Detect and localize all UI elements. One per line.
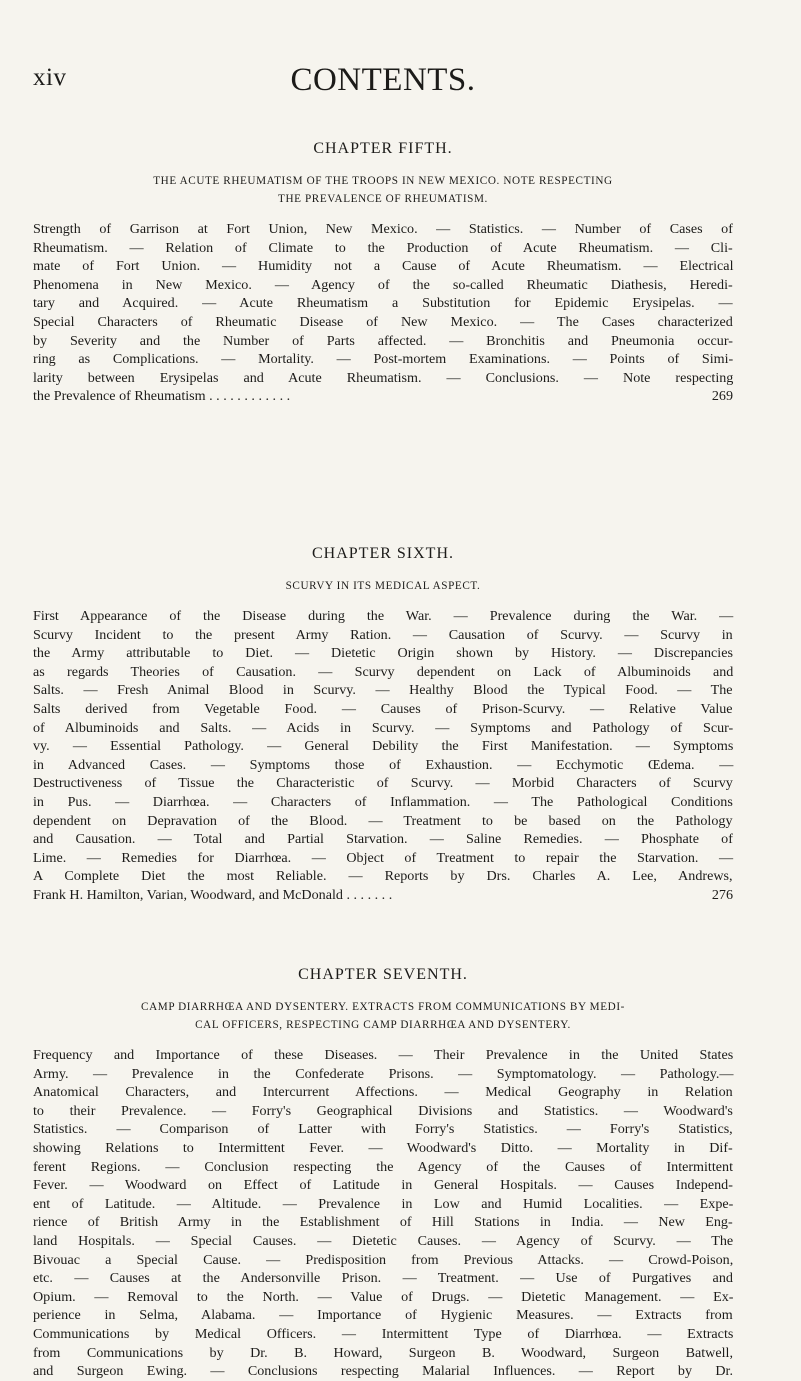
summary-line: Lime. — Remedies for Diarrhœa. — Object of Treatment to repair the Starvation. — — [33, 849, 734, 866]
summary-line: by Severity and the Number of Parts affected. — Bronchitis and Pneumonia occur- — [33, 332, 733, 349]
chapter-sixth — [33, 545, 733, 905]
summary-line: perience in Selma, Alabama. — Importance of Hygienic Measures. — Extracts from — [33, 1307, 733, 1324]
summary-line: and Causation. — Total and Partial Starvation. — Saline Remedies. — Phosphate of — [33, 831, 733, 848]
summary-line: Fever. — Woodward on Effect of Latitude in General Hospitals. — Causes Independ- — [33, 1177, 733, 1194]
summary-line: of Albuminoids and Salts. — Acids in Scurvy. — Symptoms and Pathology of Scur- — [33, 719, 734, 736]
summary-line: A Complete Diet the most Reliable. — Reports by Drs. Charles A. Lee, Andrews, — [33, 868, 733, 885]
summary-line: Rheumatism. — Relation of Climate to the Production of Acute Rheumatism. — Cli- — [33, 239, 733, 256]
chapter-subtitle — [33, 577, 733, 595]
summary-line: land Hospitals. — Special Causes. — Dietetic Causes. — Agency of Scurvy. — The — [33, 1232, 734, 1249]
chapter-subtitle — [33, 998, 733, 1034]
summary-line: etc. — Causes at the Andersonville Prison. — Treatment. — Use of Purgatives and — [33, 1270, 733, 1287]
summary-line: ring as Complications. — Mortality. — Post-mortem Examinations. — Points of Simi- — [33, 351, 734, 368]
chapter-summary — [33, 220, 733, 406]
summary-line: as regards Theories of Causation. — Scurvy dependent on Lack of Albuminoids and — [33, 663, 734, 680]
summary-line: Special Characters of Rheumatic Disease of New Mexico. — The Cases characterized — [33, 313, 733, 330]
summary-line: Communications by Medical Officers. — Intermittent Type of Diarrhœa. — Extracts — [33, 1325, 734, 1342]
summary-line: to their Prevalence. — Forry's Geographical Divisions and Statistics. — Woodward's — [33, 1102, 733, 1119]
summary-line: Statistics. — Comparison of Latter with Forry's Statistics. — Forry's Statistics, — [33, 1121, 733, 1138]
summary-line: Opium. — Removal to the North. — Value of Drugs. — Dietetic Management. — Ex- — [33, 1288, 734, 1305]
chapter-summary — [33, 1046, 733, 1381]
summary-line: Anatomical Characters, and Intercurrent Affections. — Medical Geography in Relation — [33, 1084, 733, 1101]
summary-line: vy. — Essential Pathology. — General Debility the First Manifestation. — Symptoms — [33, 738, 734, 755]
subtitle-line: CAMP DIARRHŒA AND DYSENTERY. EXTRACTS FROM COMMUNICATIONS BY MEDI- — [141, 1001, 625, 1013]
summary-line-text: Frank H. Hamilton, Varian, Woodward, and McDonald . . . . . . . — [33, 886, 393, 903]
summary-line: from Communications by Dr. B. Howard, Surgeon B. Woodward, Surgeon Batwell, — [33, 1344, 733, 1361]
chapter-summary — [33, 607, 733, 905]
chapter-title: CHAPTER SIXTH. — [311, 545, 454, 562]
summary-line: Bivouac a Special Cause. — Predisposition from Previous Attacks. — Crowd-Poison, — [33, 1251, 734, 1268]
summary-line: Army. — Prevalence in the Confederate Prisons. — Symptomatology. — Pathology.— — [33, 1065, 734, 1082]
summary-line: and Surgeon Ewing. — Conclusions respecting Malarial Influences. — Report by Dr. — [33, 1363, 733, 1380]
summary-line: First Appearance of the Disease during the War. — Prevalence during the War. — — [33, 608, 734, 624]
subtitle-line: CAL OFFICERS, RESPECTING CAMP DIARRHŒA AND DYSENTERY. — [195, 1019, 571, 1031]
summary-line: Strength of Garrison at Fort Union, New Mexico. — Statistics. — Number of Cases of — [33, 221, 733, 237]
running-head — [33, 62, 733, 102]
summary-line: ferent Regions. — Conclusion respecting the Agency of the Causes of Intermittent — [33, 1158, 733, 1175]
summary-line: larity between Erysipelas and Acute Rheumatism. — Conclusions. — Note respecting — [33, 369, 734, 386]
summary-line: Scurvy Incident to the present Army Ration. — Causation of Scurvy. — Scurvy in — [33, 626, 733, 643]
chapter-fifth — [33, 140, 733, 406]
summary-line: in Advanced Cases. — Symptoms those of Exhaustion. — Ecchymotic Œdema. — — [33, 756, 734, 773]
summary-line-last — [33, 886, 733, 905]
chapter-seventh — [33, 966, 733, 1381]
chapter-subtitle — [33, 172, 733, 208]
summary-line: in Pus. — Diarrhœa. — Characters of Inflammation. — The Pathological Conditions — [33, 793, 733, 810]
summary-line: Phenomena in New Mexico. — Agency of the so-called Rheumatic Diathesis, Heredi- — [33, 276, 733, 293]
summary-line-text: the Prevalence of Rheumatism . . . . . . . . . . . . — [33, 388, 291, 405]
folio-page-number: xiv — [33, 64, 67, 91]
summary-line-last — [33, 387, 733, 406]
summary-line: dependent on Depravation of the Blood. — Treatment to be based on the Pathology — [33, 812, 733, 829]
summary-line: Frequency and Importance of these Diseases. — Their Prevalence in the United States — [33, 1047, 734, 1063]
subtitle-line: THE PREVALENCE OF RHEUMATISM. — [278, 193, 488, 205]
summary-line: the Army attributable to Diet. — Dietetic Origin shown by History. — Discrepancies — [33, 645, 733, 662]
subtitle-line: SCURVY IN ITS MEDICAL ASPECT. — [285, 580, 481, 592]
chapter-page-number: 276 — [711, 886, 733, 903]
summary-line: rience of British Army in the Establishment of Hill Stations in India. — New Eng- — [33, 1214, 733, 1231]
chapter-page-number: 269 — [711, 388, 733, 405]
chapter-title: CHAPTER FIFTH. — [313, 140, 453, 157]
summary-line: showing Relations to Intermittent Fever. — Woodward's Ditto. — Mortality in Dif- — [33, 1139, 733, 1156]
summary-line: tary and Acquired. — Acute Rheumatism a Substitution for Epidemic Erysipelas. — — [33, 295, 733, 312]
summary-line: Destructiveness of Tissue the Characteristic of Scurvy. — Morbid Characters of Scurvy — [33, 775, 733, 792]
summary-line: ent of Latitude. — Altitude. — Prevalence in Low and Humid Localities. — Expe- — [33, 1195, 734, 1212]
summary-line: Salts. — Fresh Animal Blood in Scurvy. — Healthy Blood the Typical Food. — The — [33, 682, 733, 699]
subtitle-line: THE ACUTE RHEUMATISM OF THE TROOPS IN NEW MEXICO. NOTE RESPECTING — [153, 175, 613, 187]
chapter-title: CHAPTER SEVENTH. — [298, 966, 468, 983]
running-title: CONTENTS. — [290, 62, 476, 98]
summary-line: mate of Fort Union. — Humidity not a Cause of Acute Rheumatism. — Electrical — [33, 258, 734, 275]
summary-line: Salts derived from Vegetable Food. — Causes of Prison-Scurvy. — Relative Value — [33, 700, 733, 717]
